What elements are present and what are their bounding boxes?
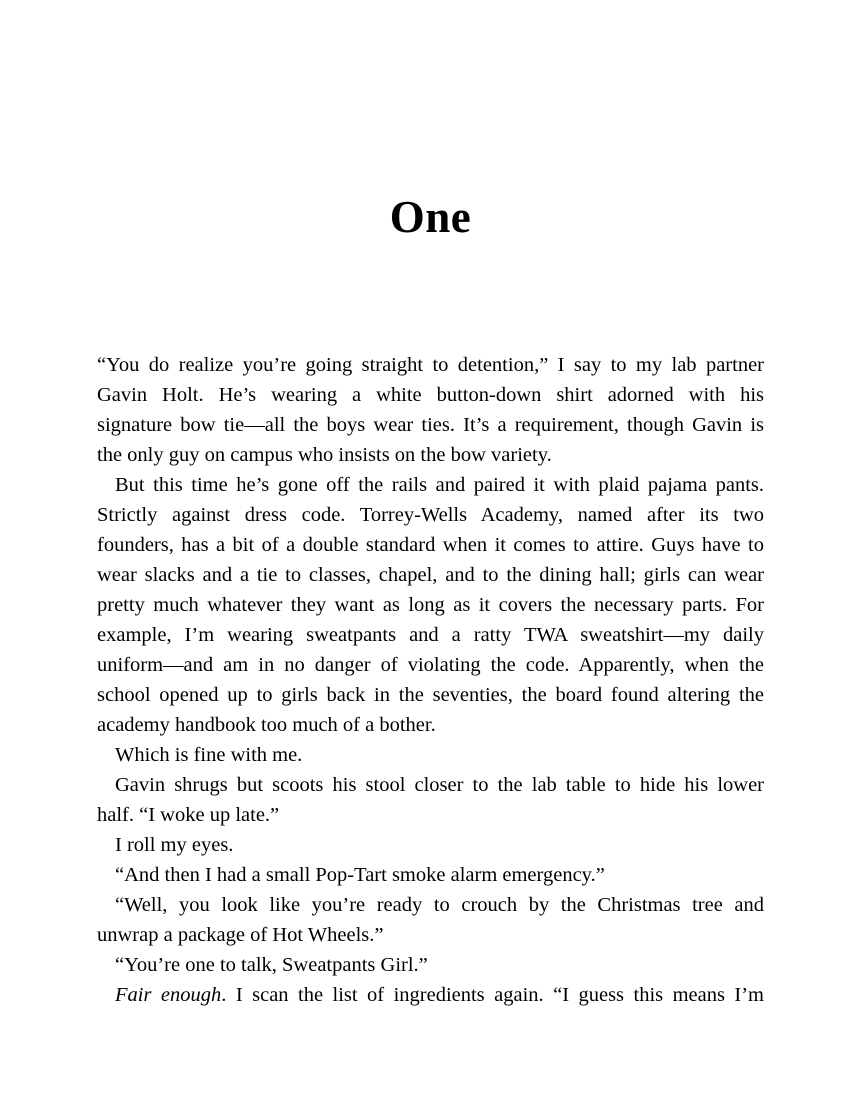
paragraph — [97, 950, 764, 980]
text-column — [97, 0, 764, 1010]
text-line: pretty much whatever they want as long as it covers the necessary parts. For — [97, 594, 764, 616]
text-line: “Well, you look like you’re ready to crouch by the Christmas tree and — [115, 894, 764, 916]
text-line: signature bow tie—all the boys wear ties. It’s a requirement, though Gavin is — [97, 414, 764, 436]
text-line: half. “I woke up late.” — [97, 804, 280, 826]
text-line: Strictly against dress code. Torrey-Wells Academy, named after its two — [97, 504, 764, 526]
text-line: uniform—and am in no danger of violating the code. Apparently, when the — [97, 654, 764, 676]
text-line: Gavin shrugs but scoots his stool closer to the lab table to hide his lower — [115, 774, 764, 796]
paragraph — [97, 350, 764, 470]
text-line: “You do realize you’re going straight to detention,” I say to my lab partner — [97, 354, 764, 376]
text-line: Which is fine with me. — [115, 744, 303, 766]
text-line: academy handbook too much of a bother. — [97, 714, 436, 736]
paragraphs — [97, 350, 764, 1010]
text-line: “You’re one to talk, Sweatpants Girl.” — [115, 954, 428, 976]
paragraph — [97, 470, 764, 740]
paragraph — [97, 890, 764, 950]
italic-text: Fair enough — [115, 984, 222, 1006]
text-line: I roll my eyes. — [115, 834, 234, 856]
text-line: the only guy on campus who insists on the bow variety. — [97, 444, 552, 466]
text-line: unwrap a package of Hot Wheels.” — [97, 924, 384, 946]
text-line: school opened up to girls back in the seventies, the board found altering the — [97, 684, 764, 706]
paragraph — [97, 860, 764, 890]
text-line: “And then I had a small Pop-Tart smoke alarm emergency.” — [115, 864, 605, 886]
text-line: But this time he’s gone off the rails and paired it with plaid pajama pants. — [115, 474, 764, 496]
text-line: wear slacks and a tie to classes, chapel, and to the dining hall; girls can wear — [97, 564, 764, 586]
regular-text: . I scan the list of ingredients again. “I guess this means I’m — [221, 984, 764, 1006]
paragraph — [97, 770, 764, 830]
chapter-title: One — [389, 192, 472, 242]
paragraph — [97, 740, 764, 770]
text-line: Gavin Holt. He’s wearing a white button-down shirt adorned with his — [97, 384, 764, 406]
text-line: example, I’m wearing sweatpants and a ratty TWA sweatshirt—my daily — [97, 624, 764, 646]
paragraph — [97, 830, 764, 860]
text-line — [97, 980, 764, 1010]
paragraph — [97, 980, 764, 1010]
text-line: founders, has a bit of a double standard when it comes to attire. Guys have to — [97, 534, 764, 556]
